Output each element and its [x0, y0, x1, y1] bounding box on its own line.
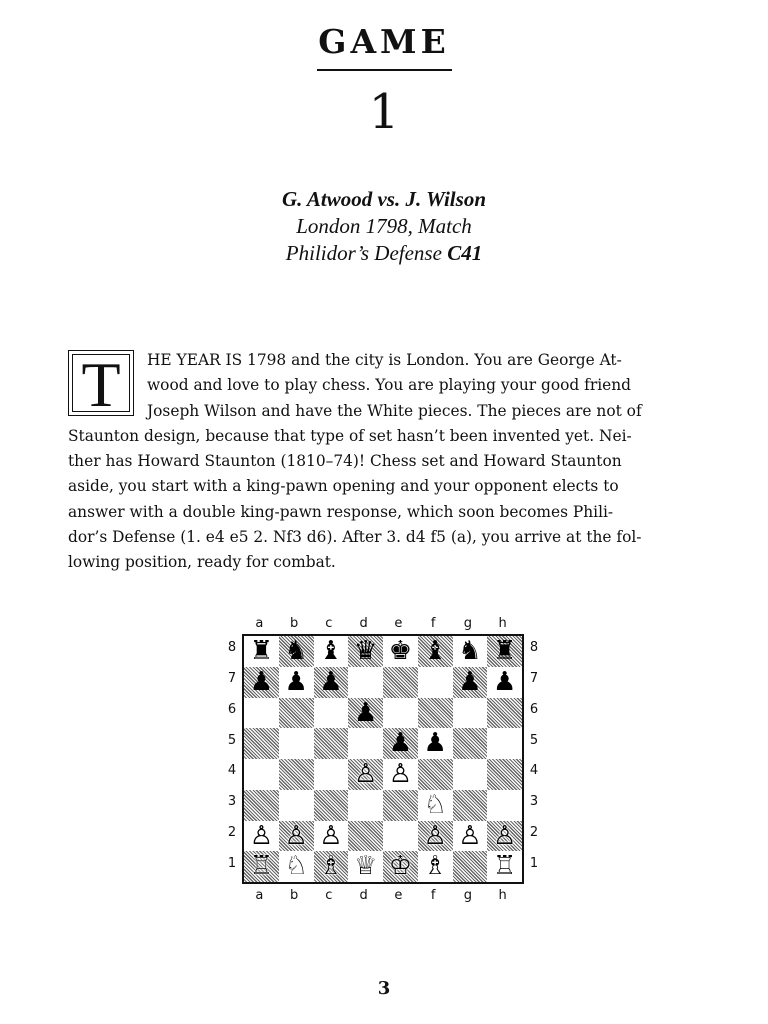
black-knight-icon: ♞: [458, 636, 482, 666]
file-label: f: [430, 616, 436, 631]
board-square: [348, 728, 383, 759]
white-pawn-icon: ♙: [388, 759, 413, 789]
board-square: [348, 667, 383, 698]
black-pawn-icon: ♟: [388, 728, 413, 759]
white-pawn-icon: ♙: [284, 820, 308, 851]
eco-code: C41: [447, 241, 483, 265]
black-pawn-icon: ♟: [423, 728, 447, 759]
board-square: [453, 851, 488, 882]
file-label: a: [255, 888, 264, 903]
board-square: [418, 759, 453, 790]
file-label: c: [325, 616, 333, 631]
black-knight-icon: ♞: [284, 636, 308, 666]
board-square: [383, 698, 418, 729]
rank-label: 8: [227, 640, 237, 656]
rank-label: 2: [227, 824, 237, 840]
page-number: 3: [377, 978, 391, 999]
board-square: [453, 698, 488, 729]
players-line: G. Atwood vs. J. Wilson: [281, 187, 486, 211]
rank-label: 1: [227, 855, 237, 871]
board-square: [453, 790, 488, 821]
board-square: [314, 698, 349, 729]
event-line: London 1798, Match: [296, 214, 472, 238]
white-bishop-icon: ♗: [423, 851, 447, 882]
board-square: [418, 667, 453, 698]
file-label: g: [463, 616, 472, 631]
board-square: [453, 759, 488, 790]
black-pawn-icon: ♟: [249, 666, 274, 697]
rank-label: 2: [529, 824, 539, 840]
board-square: [487, 759, 522, 790]
rank-label: 7: [529, 671, 539, 687]
board-square: [348, 790, 383, 821]
paragraph-line: ther has Howard Staunton (1810–74)! Chess set and Howard Staunton: [68, 452, 622, 471]
board-square: [487, 790, 522, 821]
rank-label: 4: [529, 763, 539, 779]
white-rook-icon: ♖: [249, 851, 274, 882]
black-rook-icon: ♜: [492, 636, 517, 666]
game-number: 1: [368, 84, 400, 140]
file-label: g: [463, 888, 472, 903]
board-square: [314, 790, 349, 821]
black-bishop-icon: ♝: [319, 636, 343, 666]
file-label: e: [394, 888, 403, 903]
white-pawn-icon: ♙: [492, 820, 517, 851]
rank-label: 6: [529, 701, 539, 717]
white-pawn-icon: ♙: [249, 820, 274, 851]
black-pawn-icon: ♟: [492, 666, 517, 697]
board-square: [279, 790, 314, 821]
black-pawn-icon: ♟: [284, 666, 308, 697]
chapter-heading: GAME: [318, 22, 450, 61]
white-pawn-icon: ♙: [458, 820, 482, 851]
rank-label: 5: [529, 732, 539, 748]
paragraph-line: answer with a double king-pawn response, which soon becomes Phili-: [68, 502, 614, 521]
black-pawn-icon: ♟: [319, 666, 343, 697]
board-square: [244, 728, 279, 759]
board-square: [279, 759, 314, 790]
rank-label: 1: [529, 855, 539, 871]
rank-label: 3: [529, 794, 539, 810]
file-label: h: [498, 888, 507, 903]
file-label: a: [255, 616, 264, 631]
intro-paragraph: [68, 348, 700, 576]
rank-label: 5: [227, 732, 237, 748]
heading-rule: [317, 69, 452, 71]
drop-cap-letter: T: [81, 349, 121, 420]
board-square: [348, 821, 383, 852]
board-square: [383, 821, 418, 852]
paragraph-line: lowing position, ready for combat.: [68, 553, 336, 572]
white-pawn-icon: ♙: [423, 820, 447, 851]
opening-name: Philidor’s Defense: [285, 241, 442, 265]
black-pawn-icon: ♟: [458, 666, 482, 697]
chess-diagram: [222, 612, 544, 902]
paragraph-line: Joseph Wilson and have the White pieces. The pieces are not of: [147, 401, 642, 420]
white-knight-icon: ♘: [284, 851, 308, 882]
rank-label: 6: [227, 701, 237, 717]
rank-label: 4: [227, 763, 237, 779]
file-label: b: [289, 888, 299, 903]
file-label: c: [325, 888, 333, 903]
board-square: [314, 728, 349, 759]
game-header: [0, 186, 768, 267]
file-label: d: [359, 888, 368, 903]
paragraph-line: HE YEAR IS 1798 and the city is London. You are George At-: [147, 351, 622, 369]
black-rook-icon: ♜: [249, 636, 274, 666]
white-bishop-icon: ♗: [319, 851, 343, 882]
chess-board: [242, 634, 524, 884]
white-pawn-icon: ♙: [353, 759, 378, 789]
board-square: [453, 728, 488, 759]
paragraph-line: aside, you start with a king-pawn opening and your opponent elects to: [68, 477, 619, 496]
file-label: e: [394, 616, 403, 631]
board-square: [244, 759, 279, 790]
rank-label: 3: [227, 794, 237, 810]
file-label: d: [359, 616, 368, 631]
black-queen-icon: ♛: [353, 636, 378, 666]
board-square: [244, 790, 279, 821]
white-pawn-icon: ♙: [319, 820, 343, 851]
board-square: [487, 728, 522, 759]
board-square: [383, 667, 418, 698]
paragraph-line: wood and love to play chess. You are playing your good friend: [147, 376, 632, 395]
board-square: [279, 698, 314, 729]
paragraph-line: dor’s Defense (1. e4 e5 2. Nf3 d6). After 3. d4 f5 (a), you arrive at the fol-: [68, 528, 642, 547]
board-square: [383, 790, 418, 821]
board-square: [418, 698, 453, 729]
file-label: f: [430, 888, 436, 903]
file-label: b: [289, 616, 299, 631]
white-king-icon: ♔: [388, 851, 413, 882]
black-bishop-icon: ♝: [423, 636, 447, 666]
black-king-icon: ♚: [388, 636, 413, 666]
board-square: [244, 698, 279, 729]
paragraph-line: Staunton design, because that type of set hasn’t been invented yet. Nei-: [68, 426, 632, 445]
rank-label: 8: [529, 640, 539, 656]
board-square: [279, 728, 314, 759]
white-rook-icon: ♖: [492, 851, 517, 882]
board-square: [487, 698, 522, 729]
file-label: h: [498, 616, 507, 631]
black-pawn-icon: ♟: [353, 697, 378, 728]
white-queen-icon: ♕: [353, 851, 378, 882]
board-square: [314, 759, 349, 790]
rank-label: 7: [227, 671, 237, 687]
opening-line: [0, 240, 768, 267]
white-knight-icon: ♘: [423, 789, 447, 820]
